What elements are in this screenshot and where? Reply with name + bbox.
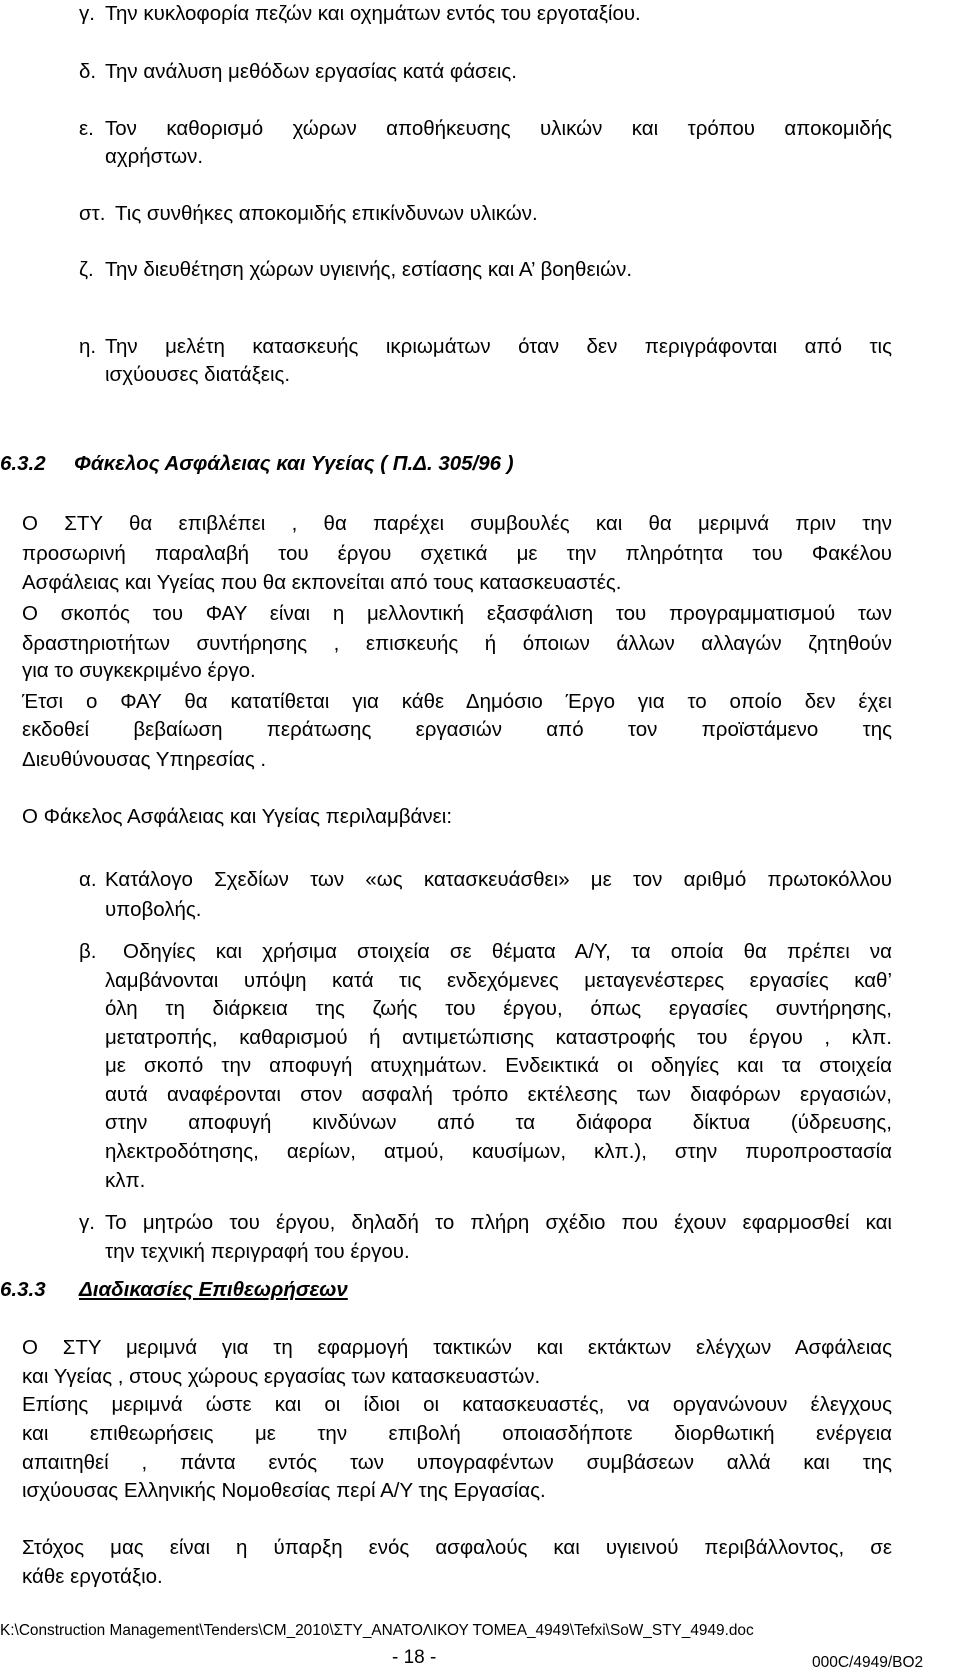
- list-item-text: υποβολής.: [105, 898, 202, 921]
- list-item-text: μετατροπής, καθαρισμού ή αντιμετώπισης καταστροφής του έργου , κλπ.: [105, 1026, 892, 1049]
- paragraph-line: Επίσης μεριμνά ώστε και οι ίδιοι οι κατασκευαστές, να οργανώνουν έλεγχους: [22, 1393, 892, 1416]
- paragraph-line: κάθε εργοτάξιο.: [22, 1565, 163, 1588]
- list-item-text: Οδηγίες και χρήσιμα στοιχεία σε θέματα Α/Υ, τα οποία θα πρέπει να: [123, 940, 892, 963]
- list-item-marker: β.: [79, 940, 97, 963]
- list-item-text: στην αποφυγή κινδύνων από τα διάφορα δίκτυα (ύδρευσης,: [105, 1111, 892, 1134]
- paragraph-line: Έτσι ο ΦΑΥ θα κατατίθεται για κάθε Δημόσιο Έργο για το οποίο δεν έχει: [22, 690, 892, 713]
- list-item-marker: ζ.: [79, 258, 94, 281]
- paragraph-line: ισχύουσας Ελληνικής Νομοθεσίας περί Α/Υ της Εργασίας.: [22, 1479, 546, 1502]
- section-title: Φάκελος Ασφάλειας και Υγείας ( Π.Δ. 305/96 ): [74, 452, 514, 475]
- paragraph-line: Στόχος μας είναι η ύπαρξη ενός ασφαλούς και υγιεινού περιβάλλοντος, σε: [22, 1536, 892, 1559]
- list-item-text: ηλεκτροδότησης, αερίων, ατμού, καυσίμων, κλπ.), στην πυροπροστασία: [105, 1140, 892, 1163]
- footer-document-code: 000C/4949/BO2: [812, 1654, 924, 1671]
- list-item-text: λαμβάνονται υπόψη κατά τις ενδεχόμενες μεταγενέστερες εργασίες καθ’: [105, 969, 892, 992]
- list-item-text: Την διευθέτηση χώρων υγιεινής, εστίασης και Α’ βοηθειών.: [105, 258, 633, 281]
- list-item-text: αυτά αναφέρονται στον ασφαλή τρόπο εκτέλεσης των διαφόρων εργασιών,: [105, 1083, 892, 1106]
- paragraph-line: απαιτηθεί , πάντα εντός των υπογραφέντων συμβάσεων αλλά και της: [22, 1451, 892, 1474]
- list-item-text: Την ανάλυση μεθόδων εργασίας κατά φάσεις.: [105, 60, 517, 83]
- paragraph-line: δραστηριοτήτων συντήρησης , επισκευής ή όποιων άλλων αλλαγών ζητηθούν: [22, 632, 892, 655]
- paragraph-line: Ο Φάκελος Ασφάλειας και Υγείας περιλαμβάνει:: [22, 805, 453, 828]
- list-item-marker: α.: [79, 868, 97, 891]
- paragraph-line: Διευθύνουσας Υπηρεσίας .: [22, 748, 267, 771]
- paragraph-line: Ασφάλειας και Υγείας που θα εκπονείται από τους κατασκευαστές.: [22, 571, 622, 594]
- list-item-marker: γ.: [79, 2, 95, 25]
- paragraph-line: Ο ΣΤΥ θα επιβλέπει , θα παρέχει συμβουλές και θα μεριμνά πριν την: [22, 512, 892, 535]
- list-item-marker: η.: [79, 335, 97, 358]
- list-item-text: την τεχνική περιγραφή του έργου.: [105, 1240, 410, 1263]
- paragraph-line: για το συγκεκριμένο έργο.: [22, 659, 256, 682]
- list-item-text: όλη τη διάρκεια της ζωής του έργου, όπως εργασίες συντήρησης,: [105, 997, 892, 1020]
- list-item-text: Την κυκλοφορία πεζών και οχημάτων εντός του εργοταξίου.: [105, 2, 641, 25]
- list-item-text: αχρήστων.: [105, 145, 204, 168]
- list-item-text: Τον καθορισμό χώρων αποθήκευσης υλικών και τρόπου αποκομιδής: [105, 117, 892, 140]
- footer-file-path: K:\Construction Management\Tenders\CM_2010\ΣΤΥ_ΑΝΑΤΟΛΙΚΟΥ ΤΟΜΕΑ_4949\Tefxi\SoW_STY_4949.doc: [0, 1622, 754, 1639]
- paragraph-line: και Υγείας , στους χώρους εργασίας των κατασκευαστών.: [22, 1365, 541, 1388]
- list-item-marker: ε.: [79, 117, 94, 140]
- list-item-text: Τις συνθήκες αποκομιδής επικίνδυνων υλικών.: [115, 202, 538, 225]
- list-item-text: με σκοπό την αποφυγή ατυχημάτων. Ενδεικτικά οι οδηγίες και τα στοιχεία: [105, 1054, 892, 1077]
- paragraph-line: Ο σκοπός του ΦΑΥ είναι η μελλοντική εξασφάλιση του προγραμματισμού των: [22, 602, 892, 625]
- list-item-text: ισχύουσες διατάξεις.: [105, 363, 291, 386]
- section-number: 6.3.2: [0, 452, 46, 475]
- section-title: Διαδικασίες Επιθεωρήσεων: [79, 1278, 348, 1301]
- list-item-marker: στ.: [79, 202, 106, 225]
- footer-page-number: - 18 -: [392, 1647, 437, 1668]
- list-item-text: Κατάλογο Σχεδίων των «ως κατασκευάσθει» με τον αριθμό πρωτοκόλλου: [105, 868, 892, 891]
- paragraph-line: Ο ΣΤΥ μεριμνά για τη εφαρμογή τακτικών και εκτάκτων ελέγχων Ασφάλειας: [22, 1336, 892, 1359]
- paragraph-line: εκδοθεί βεβαίωση περάτωσης εργασιών από τον προϊστάμενο της: [22, 718, 892, 741]
- list-item-marker: γ.: [79, 1211, 95, 1234]
- list-item-text: Το μητρώο του έργου, δηλαδή το πλήρη σχέδιο που έχουν εφαρμοσθεί και: [105, 1211, 892, 1234]
- list-item-marker: δ.: [79, 60, 97, 83]
- list-item-text: κλπ.: [105, 1169, 146, 1192]
- paragraph-line: και επιθεωρήσεις με την επιβολή οποιασδήποτε διορθωτική ενέργεια: [22, 1422, 892, 1445]
- paragraph-line: προσωρινή παραλαβή του έργου σχετικά με την πληρότητα του Φακέλου: [22, 542, 892, 565]
- list-item-text: Την μελέτη κατασκευής ικριωμάτων όταν δεν περιγράφονται από τις: [105, 335, 892, 358]
- section-number: 6.3.3: [0, 1278, 46, 1301]
